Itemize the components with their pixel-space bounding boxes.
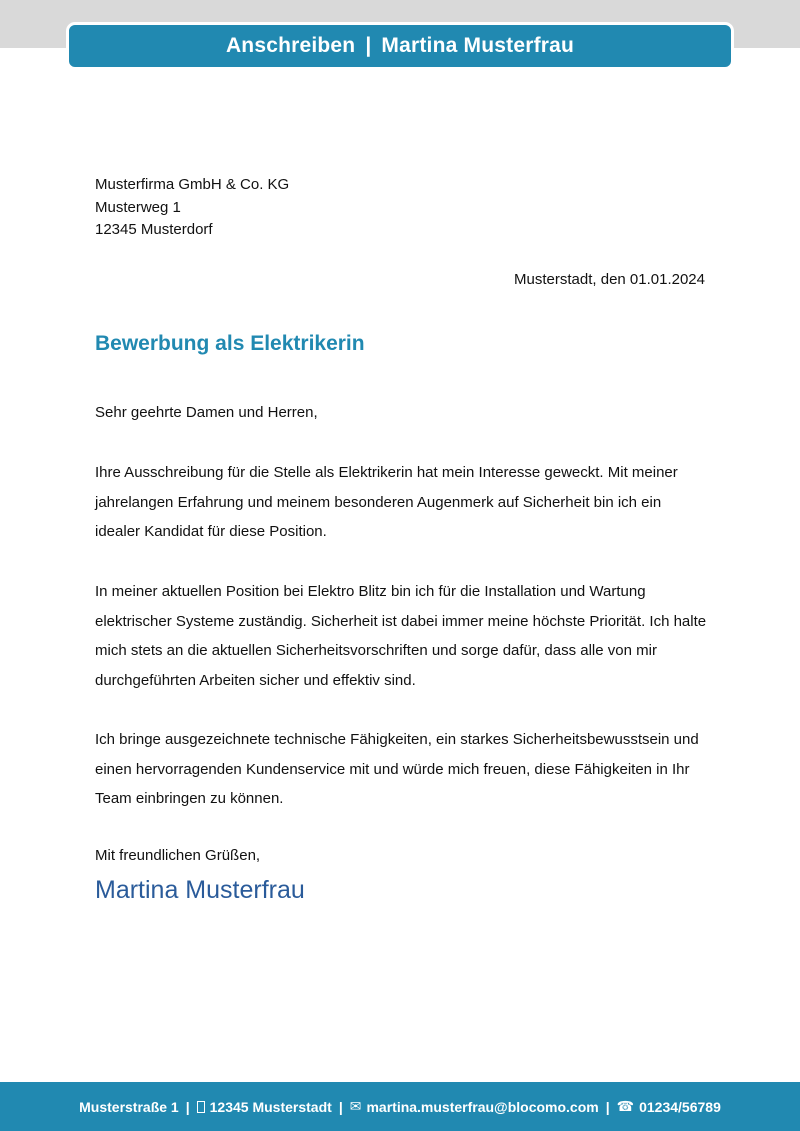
footer-bar <box>0 1082 800 1131</box>
date-line: Musterstadt, den 01.01.2024 <box>514 271 705 288</box>
recipient-city: 12345 Musterdorf <box>95 221 213 238</box>
recipient-company: Musterfirma GmbH & Co. KG <box>95 176 290 193</box>
recipient-street: Musterweg 1 <box>95 198 181 216</box>
header-title-right: Martina Musterfrau <box>381 34 575 57</box>
header-bar <box>66 22 734 70</box>
paragraph-2: In meiner aktuellen Position bei Elektro Blitz bin ich für die Installation und Wartung elektrischer Systeme zuständig. Sicherheit ist dabei immer meine höchste Priorität. Ich halte mich stets an die aktuellen Sicherheitsvorschriften und sorge dafür, dass alle von mir durchgeführten Arbeiten sicher und effektiv sind. <box>95 583 707 689</box>
recipient-address <box>95 174 289 242</box>
footer-city: 12345 Musterstadt <box>209 1098 332 1115</box>
closing: Mit freundlichen Grüßen, <box>95 847 261 864</box>
footer-phone: 01234/56789 <box>639 1098 721 1115</box>
footer-separator: | <box>338 1098 343 1115</box>
salutation: Sehr geehrte Damen und Herren, <box>95 404 318 421</box>
paragraph-3: Ich bringe ausgezeichnete technische Fähigkeiten, ein starkes Sicherheitsbewusstsein und einen hervorragenden Kundenservice mit und würde mich freuen, diese Fähigkeiten in Ihr Team einbringen zu können. <box>95 731 699 807</box>
footer-street: Musterstraße 1 <box>79 1098 179 1115</box>
telephone-icon: ☎ <box>616 1098 635 1114</box>
header-separator: | <box>365 34 372 57</box>
envelope-icon: ✉ <box>349 1098 362 1114</box>
footer-separator: | <box>605 1098 610 1115</box>
footer-separator: | <box>185 1098 190 1115</box>
paragraph-1: Ihre Ausschreibung für die Stelle als Elektrikerin hat mein Interesse geweckt. Mit meiner jahrelangen Erfahrung und meinem besonderen Augenmerk auf Sicherheit bin ich ein idealer Kandidat für diese Position. <box>95 464 678 540</box>
subject-line: Bewerbung als Elektrikerin <box>95 332 365 355</box>
header-title-left: Anschreiben <box>225 34 356 57</box>
footer-email: martina.musterfrau@blocomo.com <box>366 1098 599 1115</box>
signature: Martina Musterfrau <box>95 876 305 904</box>
home-icon <box>197 1101 205 1113</box>
